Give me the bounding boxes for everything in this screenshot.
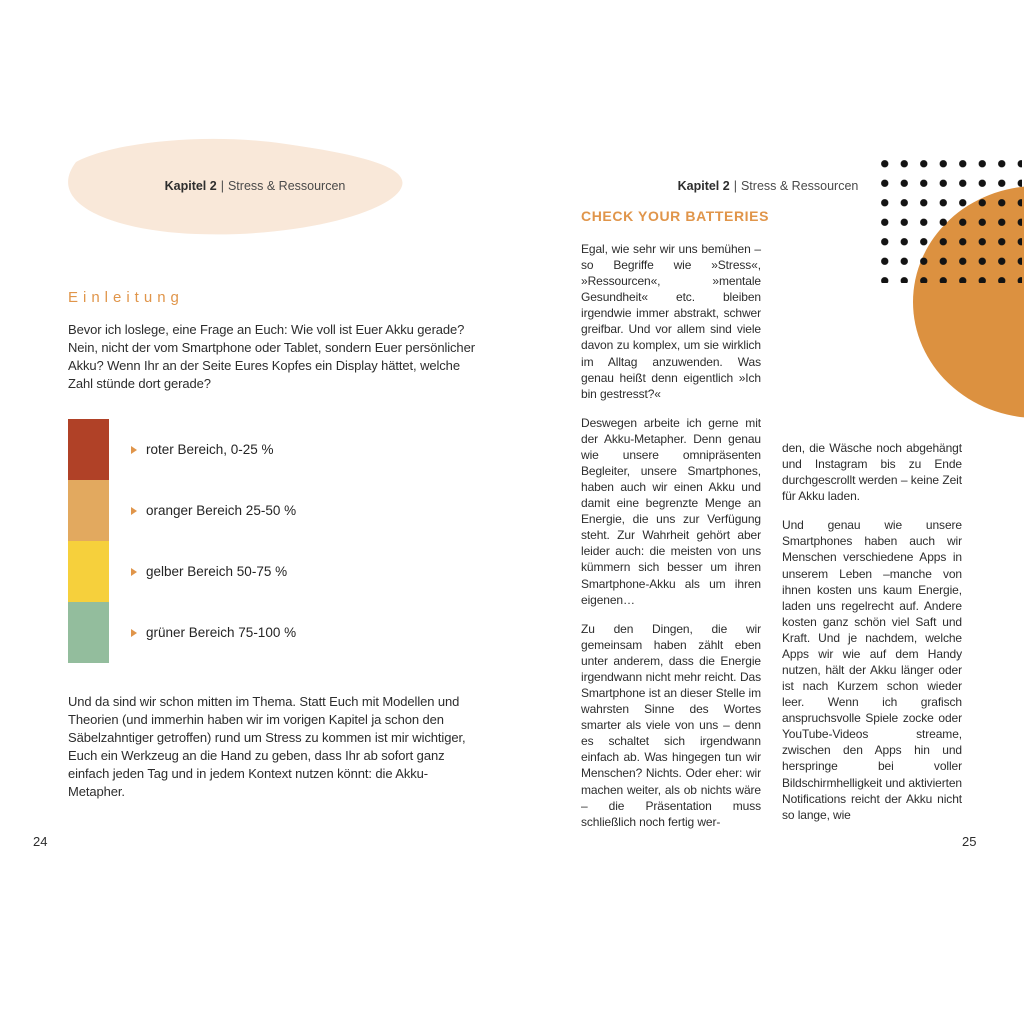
battery-scale-row	[68, 541, 296, 602]
battery-color-swatch-yellow	[68, 541, 109, 602]
left-header-divider: |	[220, 179, 224, 193]
battery-scale-row	[68, 480, 296, 541]
arrow-bullet-icon	[131, 568, 137, 576]
closing-paragraph: Und da sind wir schon mitten im Thema. Statt Euch mit Modellen und Theorien (und immerhin haben wir im vorigen Kapitel ja schon den Säbelzahntiger getroffen) rund um Stress zu kommen ist mir wichtiger, Euch ein Werkzeug an die Hand zu geben, dass Ihr ab sofort ganz einfach jeden Tag und in jedem Kontext nutzen könnt: die Akku-Metapher.	[68, 694, 466, 799]
left-section-label: Stress & Ressourcen	[227, 179, 346, 193]
column2-paragraph-1: den, die Wäsche noch abgehängt und Instagram bis zu Ende durchgescrollt werden – keine Zeit für Akku laden.	[782, 441, 962, 504]
right-section-heading: CHECK YOUR BATTERIES	[581, 208, 770, 224]
battery-range-label: gelber Bereich 50-75 %	[146, 564, 288, 579]
battery-scale-row	[68, 419, 296, 480]
left-running-header	[55, 179, 455, 193]
right-running-header	[568, 179, 968, 193]
column2-paragraph-2: Und genau wie unsere Smartphones haben auch wir Menschen verschiedene Apps in unserem Leben –manche von ihnen kosten uns kaum Energie, laden uns regelrecht auf. Andere kosten ganz schön viel Saft und Kraft. Und je nachdem, welche Apps wir wie auf dem Handy nutzen, hält der Akku länger oder ist nach Kurzem schon wieder leer. Wenn ich grafisch anspruchsvolle Spiele zocke oder YouTube-Videos streame, zwischen den Apps hin und herspringe bei voller Bildschirmhelligkeit und aktivierten Notifications reicht der Akku nicht so lange, wie	[782, 518, 962, 822]
page-number-right: 25	[962, 834, 977, 849]
battery-color-swatch-green	[68, 602, 109, 663]
battery-scale-chart	[68, 419, 296, 663]
right-header-divider: |	[733, 179, 737, 193]
battery-color-swatch-orange	[68, 480, 109, 541]
arrow-bullet-icon	[131, 446, 137, 454]
battery-color-swatch-red	[68, 419, 109, 480]
column1-paragraph-1: Egal, wie sehr wir uns bemühen – so Begriffe wie »Stress«, »Ressourcen«, »mentale Gesundheit« etc. bleiben irgendwie immer abstrakt, schwer greifbar. Und vor allem sind viele davon zu komplex, um sie wirklich im Alltag anzuwenden. Was genau heißt denn eigentlich »Ich bin gestresst?«	[581, 242, 761, 401]
right-section-label: Stress & Ressourcen	[740, 179, 859, 193]
left-section-heading: Einleitung	[68, 289, 184, 306]
polka-dot-pattern	[872, 152, 1022, 283]
right-page-column-1	[581, 241, 761, 830]
column1-paragraph-3: Zu den Dingen, die wir gemeinsam haben zählt eben unter anderem, dass die Energie irgendwann nicht mehr reicht. Das Smartphone ist an dieser Stelle im wahrsten Sinne des Wortes smarter als viele von uns – denn es schaltet sich irgendwann einfach ab. Was hingegen tun wir Menschen? Nichts. Oder eher: wir machen weiter, als ob nichts wäre – die Präsentation muss schließlich noch fertig wer-	[581, 621, 761, 829]
battery-range-label: oranger Bereich 25-50 %	[146, 503, 297, 518]
battery-range-label: grüner Bereich 75-100 %	[146, 625, 297, 640]
battery-range-label: roter Bereich, 0-25 %	[146, 442, 274, 457]
page-number-left: 24	[33, 834, 48, 849]
intro-paragraph: Bevor ich loslege, eine Frage an Euch: Wie voll ist Euer Akku gerade? Nein, nicht der vom Smartphone oder Tablet, sondern Euer persönlicher Akku? Wenn Ihr an der Seite Eures Kopfes ein Display hättet, welche Zahl stünde dort gerade?	[68, 322, 475, 391]
column1-paragraph-2: Deswegen arbeite ich gerne mit der Akku-Metapher. Denn genau wie unsere omnipräsenten Begleiter, unsere Smartphones, haben auch wir einen Akku und damit eine begrenzte Menge an Energie, die uns zur Verfügung steht. Zur Wahrheit gehört aber leider auch: die meisten von uns kümmern sich besser um ihren Smartphone-Akku als um ihren eigenen…	[581, 415, 761, 607]
right-page-column-2	[782, 440, 962, 823]
right-chapter-label: Kapitel 2	[677, 179, 730, 193]
left-chapter-label: Kapitel 2	[164, 179, 217, 193]
arrow-bullet-icon	[131, 507, 137, 515]
battery-scale-row	[68, 602, 296, 663]
arrow-bullet-icon	[131, 629, 137, 637]
